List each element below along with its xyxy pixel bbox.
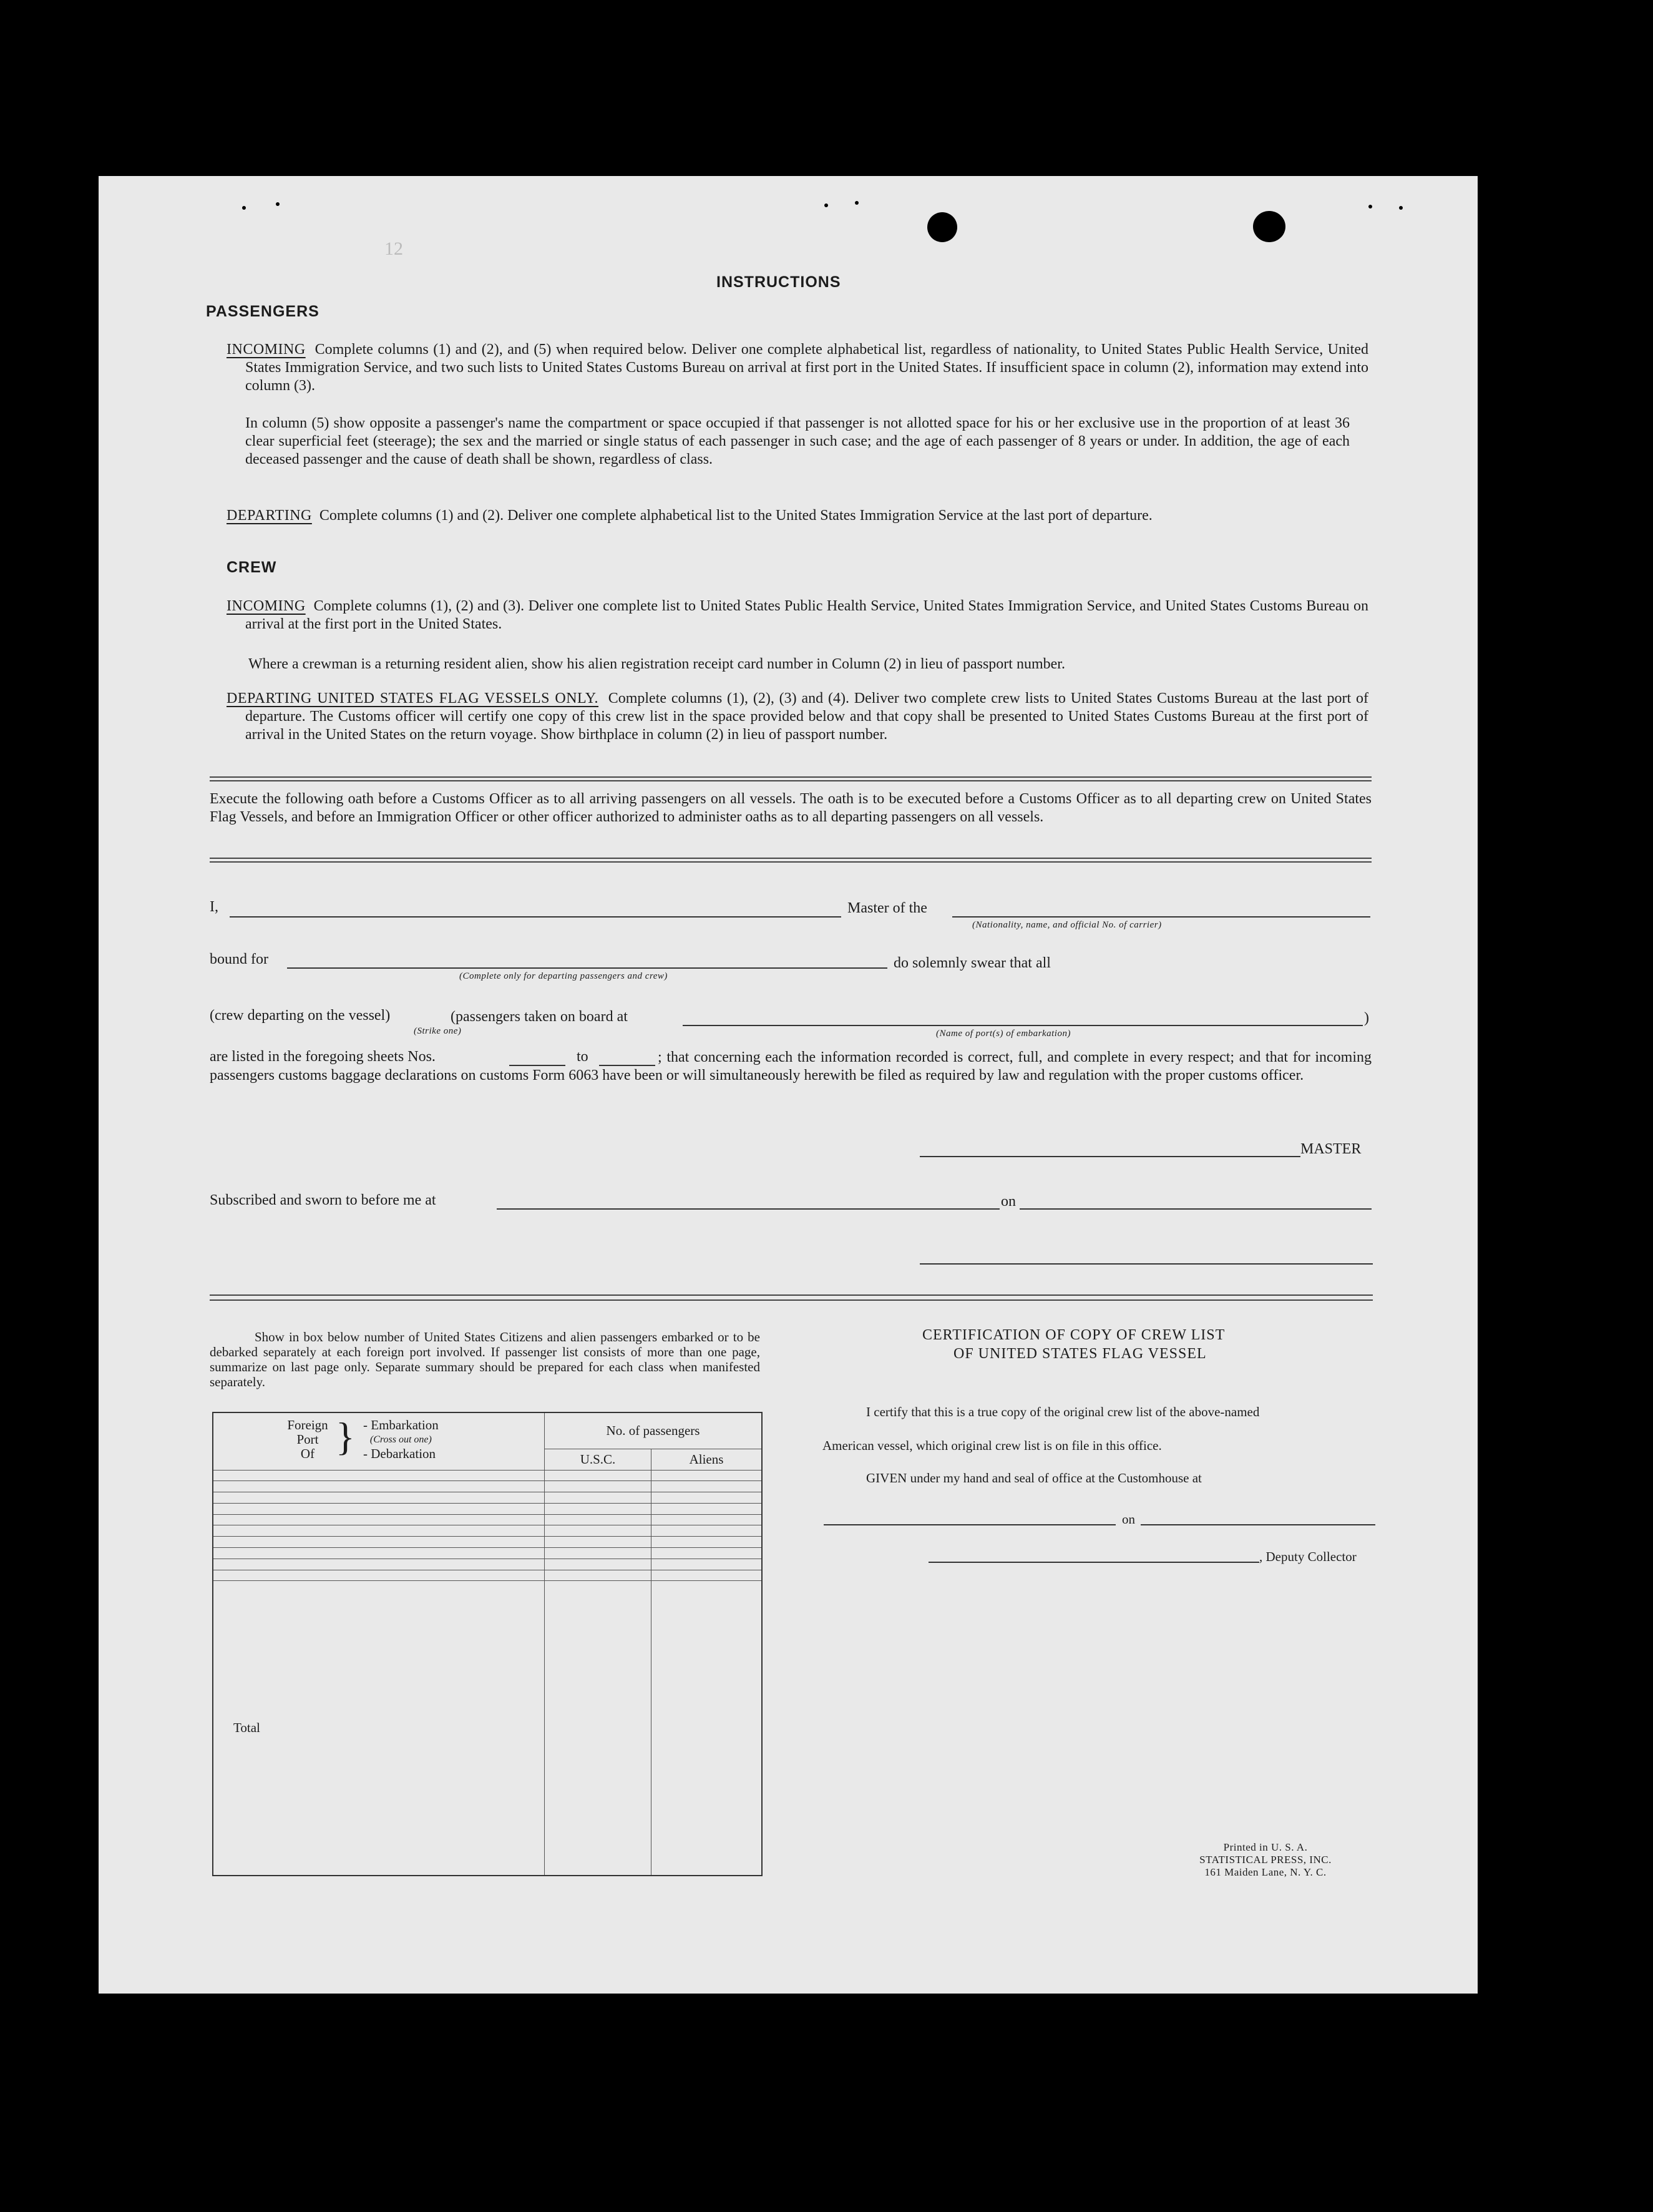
deputy-signature-field[interactable]: [929, 1562, 1259, 1563]
usc-cell[interactable]: [545, 1492, 651, 1504]
foreign-label: Foreign: [287, 1417, 328, 1432]
officer-signature-field[interactable]: [920, 1263, 1373, 1265]
total-row: [213, 1581, 762, 1876]
listed-to: to: [577, 1049, 588, 1065]
divider: [210, 861, 1372, 863]
cert-on-label: on: [1122, 1512, 1135, 1527]
ports-caption: (Name of port(s) of embarkation): [936, 1029, 1071, 1039]
aliens-cell[interactable]: [651, 1548, 763, 1559]
usc-cell[interactable]: [545, 1548, 651, 1559]
punch-hole-left: [927, 212, 957, 242]
usc-cell[interactable]: [545, 1537, 651, 1548]
printer-imprint: [1184, 1841, 1347, 1879]
punch-hole-right: [1253, 211, 1285, 242]
master-signature-field[interactable]: [920, 1156, 1300, 1157]
sworn-on-label: on: [1001, 1193, 1016, 1210]
form-sheet: [99, 176, 1478, 1994]
certify-text-a: I certify that this is a true copy of the original crew list of the above-named: [866, 1404, 1260, 1419]
table-row: [213, 1570, 762, 1581]
crew-departing-text: Complete columns (1), (2), (3) and (4). Deliver two complete crew lists to United States Customs Bureau at the last port of departure. The Customs officer will certify one copy of this crew list in the space provided below and that copy shall be presented to United States Customs Bureau at the first port of arrival in the United States on the return voyage. Show birthplace in column (2) in lieu of passport number.: [245, 690, 1368, 743]
printer-line-1: Printed in U. S. A.: [1223, 1841, 1308, 1853]
usc-cell[interactable]: [545, 1503, 651, 1514]
deputy-label: , Deputy Collector: [1259, 1549, 1357, 1564]
usc-cell[interactable]: [545, 1559, 651, 1570]
table-row: [213, 1559, 762, 1570]
aliens-cell[interactable]: [651, 1525, 763, 1537]
usc-cell[interactable]: [545, 1514, 651, 1525]
page-title: INSTRUCTIONS: [716, 273, 841, 291]
speck: [242, 206, 246, 210]
cert-date-field[interactable]: [1141, 1524, 1375, 1525]
port-cell[interactable]: [213, 1525, 545, 1537]
aliens-cell[interactable]: [651, 1503, 763, 1514]
sworn-date-field[interactable]: [1020, 1208, 1372, 1210]
passengers-taken-option: (passengers taken on board at: [451, 1009, 628, 1025]
certify-text-b: American vessel, which original crew list is on file in this office.: [822, 1438, 1162, 1453]
crew-resident-text: Where a crewman is a returning resident alien, show his alien registration receipt card number in Column (2) in lieu of passport number.: [248, 656, 1065, 672]
aliens-header: Aliens: [651, 1449, 763, 1470]
crew-incoming-label: INCOMING: [227, 598, 306, 614]
bound-for-label: bound for: [210, 951, 268, 967]
master-name-field[interactable]: [230, 916, 841, 918]
port-cell[interactable]: [213, 1559, 545, 1570]
crew-resident-paragraph: [248, 655, 1353, 673]
no-passengers-header: No. of passengers: [545, 1412, 763, 1449]
port-label: Port: [296, 1432, 319, 1447]
aliens-cell[interactable]: [651, 1514, 763, 1525]
speck: [824, 203, 828, 207]
passenger-summary-table: [212, 1412, 763, 1876]
usc-header: U.S.C.: [545, 1449, 651, 1470]
port-cell[interactable]: [213, 1537, 545, 1548]
table-row: [213, 1514, 762, 1525]
given-text: GIVEN under my hand and seal of office at the Customhouse at: [866, 1471, 1202, 1485]
i-label: I,: [210, 899, 218, 915]
listed-text-b: ; that concerning each the information recorded is correct, full, and complete in every respect; and that for incoming passengers customs baggage declarations on customs Form 6063 have been or will simultaneously herewith be filed as required by law and regulation with the proper customs officer.: [210, 1049, 1372, 1084]
close-paren: ): [1364, 1010, 1369, 1026]
bound-for-caption: (Complete only for departing passengers and crew): [459, 971, 668, 981]
column5-paragraph: [245, 414, 1350, 469]
table-row: [213, 1470, 762, 1481]
port-header-cell: [213, 1412, 545, 1470]
passengers-heading: PASSENGERS: [206, 303, 319, 320]
port-cell[interactable]: [213, 1514, 545, 1525]
bound-for-field[interactable]: [287, 967, 887, 969]
speck: [855, 201, 859, 205]
divider: [210, 858, 1372, 859]
total-usc-cell[interactable]: [545, 1581, 651, 1876]
certification-title-1: CERTIFICATION OF COPY OF CREW LIST: [922, 1327, 1226, 1343]
crew-incoming-text: Complete columns (1), (2) and (3). Deliver one complete list to United States Public Health Service, United States Immigration Service, and United States Customs Bureau on arrival at the first port in the United States.: [245, 598, 1369, 632]
printer-line-3: 161 Maiden Lane, N. Y. C.: [1204, 1866, 1327, 1878]
cross-out-caption: (Cross out one): [369, 1434, 432, 1445]
port-cell[interactable]: [213, 1548, 545, 1559]
printer-line-2: STATISTICAL PRESS, INC.: [1199, 1854, 1332, 1866]
total-label: Total: [213, 1581, 545, 1876]
port-cell[interactable]: [213, 1503, 545, 1514]
usc-cell[interactable]: [545, 1525, 651, 1537]
passengers-incoming-paragraph: [227, 341, 1368, 395]
faint-mark: 12: [384, 238, 403, 259]
divider: [210, 1294, 1373, 1296]
port-cell[interactable]: [213, 1492, 545, 1504]
carrier-field[interactable]: [952, 916, 1370, 918]
subscribed-label: Subscribed and sworn to before me at: [210, 1192, 436, 1208]
divider: [210, 776, 1372, 778]
debarkation-label: - Debarkation: [363, 1446, 436, 1461]
aliens-cell[interactable]: [651, 1481, 763, 1492]
passengers-departing-text: Complete columns (1) and (2). Deliver one complete alphabetical list to the United States Immigration Service at the last port of departure.: [319, 507, 1153, 524]
aliens-cell[interactable]: [651, 1559, 763, 1570]
aliens-cell[interactable]: [651, 1492, 763, 1504]
crew-departing-paragraph: [227, 690, 1368, 744]
table-row: [213, 1481, 762, 1492]
certification-title-2: OF UNITED STATES FLAG VESSEL: [953, 1346, 1207, 1362]
of-label: Of: [300, 1446, 315, 1461]
usc-cell[interactable]: [545, 1570, 651, 1581]
crew-departing-label: DEPARTING UNITED STATES FLAG VESSELS ONLY.: [227, 690, 599, 707]
port-cell[interactable]: [213, 1470, 545, 1481]
swear-text: do solemnly swear that all: [894, 955, 1051, 971]
passengers-incoming-label: INCOMING: [227, 341, 306, 358]
sworn-place-field[interactable]: [497, 1208, 1000, 1210]
master-of-label: Master of the: [847, 900, 927, 916]
speck: [1399, 206, 1403, 210]
listed-text-a: are listed in the foregoing sheets Nos.: [210, 1049, 436, 1065]
port-cell[interactable]: [213, 1570, 545, 1581]
port-cell[interactable]: [213, 1481, 545, 1492]
column5-text: In column (5) show opposite a passenger's name the compartment or space occupied if that passenger is not allotted space for his or her exclusive use in the proportion of at least 36 clear superficial feet (steerage); the sex and the married or single status of each passenger in such case; and the age of each passenger of 8 years or under. In addition, the age of each deceased passenger and the cause of death shall be shown, regardless of class.: [245, 415, 1350, 467]
table-row: [213, 1503, 762, 1514]
usc-cell[interactable]: [545, 1470, 651, 1481]
table-row: [213, 1525, 762, 1537]
speck: [276, 202, 280, 206]
aliens-cell[interactable]: [651, 1537, 763, 1548]
summary-instructions: Show in box below number of United States Citizens and alien passengers embarked or to be debarked separately at each foreign port involved. If passenger list consists of more than one page, summarize on last page only. Separate summary should be prepared for each class when manifested separately.: [210, 1329, 760, 1389]
divider: [210, 780, 1372, 781]
aliens-cell[interactable]: [651, 1470, 763, 1481]
crew-incoming-paragraph: [227, 597, 1368, 634]
table-row: [213, 1537, 762, 1548]
passengers-incoming-text: Complete columns (1) and (2), and (5) when required below. Deliver one complete alphabetical list, regardless of nationality, to United States Public Health Service, United States Immigration Service, and two such lists to United States Customs Bureau on arrival at first port in the United States. If insufficient space in column (2), information may extend into column (3).: [245, 341, 1369, 394]
aliens-cell[interactable]: [651, 1570, 763, 1581]
table-row: [213, 1548, 762, 1559]
customhouse-field[interactable]: [824, 1524, 1116, 1525]
passengers-departing-label: DEPARTING: [227, 507, 312, 524]
crew-departing-option: (crew departing on the vessel): [210, 1007, 391, 1024]
speck: [1368, 205, 1372, 208]
strike-caption: (Strike one): [414, 1026, 462, 1036]
carrier-caption: (Nationality, name, and official No. of carrier): [972, 920, 1162, 930]
brace: }: [336, 1414, 355, 1459]
total-aliens-cell[interactable]: [651, 1581, 763, 1876]
master-label: MASTER: [1300, 1141, 1362, 1157]
usc-cell[interactable]: [545, 1481, 651, 1492]
embarkation-ports-field[interactable]: [683, 1025, 1363, 1026]
crew-heading: CREW: [227, 559, 277, 576]
embarkation-label: - Embarkation: [363, 1417, 439, 1432]
passengers-departing-paragraph: [227, 507, 1368, 525]
oath-intro: Execute the following oath before a Customs Officer as to all arriving passengers on all vessels. The oath is to be executed before a Customs Officer as to all departing crew on United States Flag Vessels, and before an Immigration Officer or other officer authorized to administer oaths as to all departing passengers on all vessels.: [210, 791, 1372, 825]
divider: [210, 1299, 1373, 1301]
table-row: [213, 1492, 762, 1504]
